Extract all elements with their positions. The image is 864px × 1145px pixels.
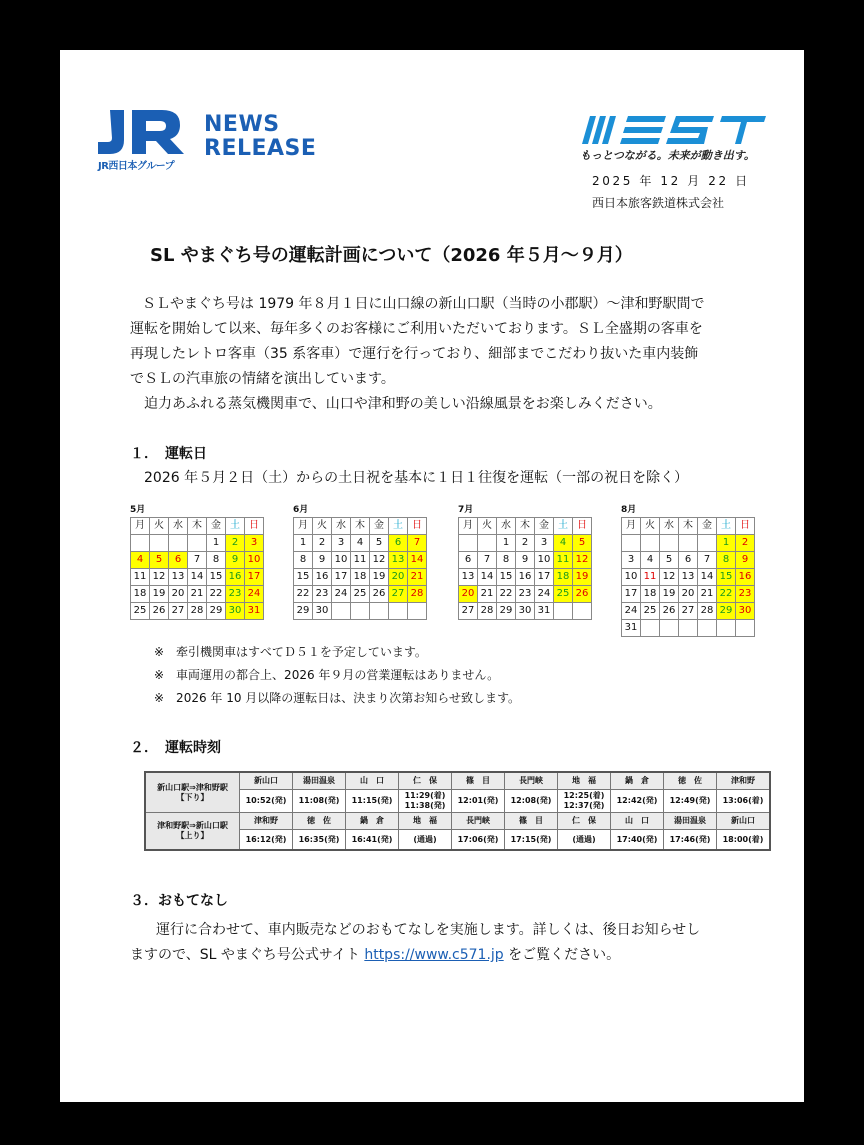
calendar-day [351,603,370,620]
time-cell [452,830,505,851]
calendar-day: 18 [351,569,370,586]
time-value: 11:08(発) [298,796,340,805]
time-cell [717,830,771,851]
calendar-day: 17 [535,569,554,586]
calendar-day: 6 [169,552,188,569]
weekday-header: 木 [679,518,698,535]
calendar-day [150,535,169,552]
calendar-day: 10 [332,552,351,569]
calendar-day [459,535,478,552]
section-1-heading: １． 運転日 [130,446,207,462]
calendar-day: 28 [698,603,717,620]
time-value: 11:29(着) [404,791,446,800]
direction-label-down [145,772,240,813]
time-value: 11:15(発) [351,796,393,805]
calendar-day: 14 [408,552,427,569]
station-name: 湯田温泉 [664,813,717,830]
calendar-day: 26 [660,603,679,620]
calendar-day: 17 [622,586,641,603]
calendar-day: 29 [207,603,226,620]
calendar-day: 5 [370,535,389,552]
calendar-day: 13 [169,569,188,586]
time-cell [505,790,558,813]
station-name: 津和野 [240,813,293,830]
weekday-header: 水 [660,518,679,535]
calendar-day: 14 [698,569,717,586]
time-value: 17:15(発) [510,834,552,844]
calendar-day [573,603,592,620]
time-value: 10:52(発) [245,796,287,805]
calendar-day: 20 [169,586,188,603]
calendar-day: 25 [131,603,150,620]
weekday-header: 金 [535,518,554,535]
calendar-day: 14 [188,569,207,586]
calendar-day: 20 [389,569,408,586]
west-logo-icon [582,116,772,146]
calendar-day: 31 [622,620,641,637]
calendar-day: 11 [131,569,150,586]
calendar-day [679,620,698,637]
calendar-day: 23 [226,586,245,603]
west-tagline: もっとつながる。未来が動き出す。 [580,149,755,162]
calendar-day: 1 [294,535,313,552]
calendar-day: 24 [535,586,554,603]
station-name: 新山口 [240,772,293,790]
calendar-day [169,535,188,552]
calendar-day [131,535,150,552]
direction-label-up [145,813,240,851]
station-name: 長門峡 [452,813,505,830]
calendar-day: 11 [554,552,573,569]
time-value: 17:40(発) [616,834,658,844]
calendar-day: 22 [717,586,736,603]
note-3: ※ 2026 年 10 月以降の運転日は、決まり次第お知らせ致します。 [154,691,520,705]
time-cell [611,790,664,813]
calendar-table [130,517,264,620]
calendar-day: 13 [389,552,408,569]
calendar-day: 23 [736,586,755,603]
weekday-header: 木 [351,518,370,535]
calendar-month-label: 6月 [293,505,309,515]
calendar-day: 3 [245,535,264,552]
weekday-header: 水 [169,518,188,535]
weekday-header: 土 [226,518,245,535]
calendar-month-3 [458,504,592,620]
calendar-day: 11 [351,552,370,569]
calendar-day: 27 [459,603,478,620]
calendar-day: 9 [516,552,535,569]
note-2: ※ 車両運用の都合上、2026 年９月の営業運転はありません。 [154,668,500,682]
calendar-day: 10 [622,569,641,586]
intro-line-1: ＳＬやまぐち号は 1979 年８月１日に山口線の新山口駅（当時の小郡駅）～津和野駅間で [142,296,705,312]
calendar-day [622,535,641,552]
calendar-day: 26 [370,586,389,603]
time-value: 12:08(発) [510,796,552,805]
calendar-day: 18 [131,586,150,603]
station-name: 篠 目 [452,772,505,790]
calendar-month-4 [621,504,755,637]
calendar-day: 8 [294,552,313,569]
release-label: RELEASE [204,136,317,161]
calendar-day: 30 [313,603,332,620]
calendar-day [408,603,427,620]
calendar-day: 20 [679,586,698,603]
station-name: 篠 目 [505,813,558,830]
calendar-day: 17 [332,569,351,586]
weekday-header: 木 [188,518,207,535]
time-cell [505,830,558,851]
calendar-day: 27 [169,603,188,620]
calendar-day: 2 [516,535,535,552]
time-value: 18:00(着) [722,834,764,844]
section-1-text: 2026 年５月２日（土）からの土日祝を基本に１日１往復を運転（一部の祝日を除く） [144,470,689,486]
time-cell [558,790,611,813]
calendar-day: 26 [573,586,592,603]
calendar-day: 4 [131,552,150,569]
calendar-day: 15 [497,569,516,586]
calendar-day: 8 [717,552,736,569]
calendar-day: 27 [389,586,408,603]
calendar-day [679,535,698,552]
weekday-header: 木 [516,518,535,535]
station-name: 山 口 [346,772,399,790]
calendar-day: 8 [207,552,226,569]
calendar-day [660,620,679,637]
calendar-day: 26 [150,603,169,620]
official-site-link[interactable]: https://www.c571.jp [364,947,504,963]
calendar-day: 28 [478,603,497,620]
company-name: 西日本旅客鉄道株式会社 [592,196,725,210]
weekday-header: 金 [207,518,226,535]
calendar-day: 15 [717,569,736,586]
time-value: 13:06(着) [722,796,764,805]
calendar-month-1 [130,504,264,620]
page-title: SL やまぐち号の運転計画について（2026 年５月～９月） [150,245,633,266]
station-name: 湯田温泉 [293,772,346,790]
intro-line-4: でＳＬの汽車旅の情緒を演出しています。 [130,371,395,387]
document-page [60,50,804,1102]
calendar-day: 25 [351,586,370,603]
calendar-day: 19 [150,586,169,603]
calendar-day [698,620,717,637]
weekday-header: 金 [370,518,389,535]
section-2-heading: ２． 運転時刻 [130,740,221,756]
weekday-header: 日 [573,518,592,535]
calendar-day [641,535,660,552]
calendar-day: 2 [313,535,332,552]
weekday-header: 日 [408,518,427,535]
weekday-header: 火 [313,518,332,535]
calendar-day: 29 [717,603,736,620]
calendar-day: 9 [736,552,755,569]
calendar-day: 4 [351,535,370,552]
release-date: 2025 年 12 月 22 日 [592,174,750,188]
weekday-header: 水 [332,518,351,535]
calendar-day: 28 [188,603,207,620]
weekday-header: 月 [622,518,641,535]
intro-line-3: 再現したレトロ客車（35 系客車）で運行を行っており、細部までこだわり抜いた車内装飾 [130,346,699,362]
time-value: 12:37(発) [563,801,605,810]
calendar-day: 17 [245,569,264,586]
weekday-header: 日 [736,518,755,535]
calendar-day: 21 [408,569,427,586]
calendar-day [370,603,389,620]
jr-logo-icon [96,108,188,156]
intro-line-5: 迫力あふれる蒸気機関車で、山口や津和野の美しい沿線風景をお楽しみください。 [144,396,662,412]
direction-name: 【下り】 [176,792,209,802]
calendar-month-2 [293,504,427,620]
time-value: 17:46(発) [669,834,711,844]
calendar-day: 31 [535,603,554,620]
schedule-table [144,771,771,851]
section-3-line-2-pre: ますので、SL やまぐち号公式サイト [130,947,365,963]
calendar-day: 16 [226,569,245,586]
calendar-table [458,517,592,620]
calendar-day: 2 [736,535,755,552]
station-name: 津和野 [717,772,771,790]
calendar-day: 16 [736,569,755,586]
time-cell [558,830,611,851]
weekday-header: 土 [389,518,408,535]
calendar-day: 22 [497,586,516,603]
calendar-day: 29 [294,603,313,620]
calendar-day: 29 [497,603,516,620]
calendar-day: 20 [459,586,478,603]
calendar-day: 11 [641,569,660,586]
calendar-table [621,517,755,637]
section-3-line-2 [130,943,620,967]
time-value: 16:12(発) [245,834,287,844]
calendar-day: 24 [332,586,351,603]
calendar-day: 7 [408,535,427,552]
jr-group-label: JR西日本グループ [98,161,175,172]
calendar-day: 18 [641,586,660,603]
calendar-day: 12 [660,569,679,586]
time-cell [611,830,664,851]
calendar-day: 6 [459,552,478,569]
calendar-day: 1 [497,535,516,552]
calendar-day: 7 [478,552,497,569]
calendar-day: 6 [679,552,698,569]
calendar-day: 7 [188,552,207,569]
time-cell [293,830,346,851]
calendar-day: 8 [497,552,516,569]
calendar-day: 13 [459,569,478,586]
calendar-day: 3 [622,552,641,569]
station-name: 長門峡 [505,772,558,790]
calendar-day [332,603,351,620]
calendar-day: 23 [313,586,332,603]
direction-name: 【上り】 [176,831,209,840]
calendar-day [717,620,736,637]
calendar-day: 22 [207,586,226,603]
time-cell [346,790,399,813]
time-cell [346,830,399,851]
station-name: 鍋 倉 [611,772,664,790]
weekday-header: 日 [245,518,264,535]
weekday-header: 水 [497,518,516,535]
calendar-day: 5 [150,552,169,569]
time-value: 16:41(発) [351,834,393,844]
time-value: 12:42(発) [616,796,658,805]
time-cell [664,790,717,813]
calendar-day: 19 [660,586,679,603]
station-name: 徳 佐 [664,772,717,790]
section-3-line-1: 運行に合わせて、車内販売などのおもてなしを実施します。詳しくは、後日お知らせし [156,922,701,938]
calendar-day: 30 [226,603,245,620]
calendar-day: 30 [736,603,755,620]
calendar-day: 30 [516,603,535,620]
calendar-day: 14 [478,569,497,586]
calendar-day: 12 [370,552,389,569]
station-name: 徳 佐 [293,813,346,830]
weekday-header: 月 [131,518,150,535]
station-name: 山 口 [611,813,664,830]
calendar-day [478,535,497,552]
calendar-day: 15 [207,569,226,586]
weekday-header: 火 [641,518,660,535]
time-cell [399,830,452,851]
time-value: (通過) [572,834,596,844]
time-cell [293,790,346,813]
calendar-day: 7 [698,552,717,569]
time-value: 12:49(発) [669,796,711,805]
calendar-day [188,535,207,552]
calendar-day: 3 [332,535,351,552]
calendar-day [554,603,573,620]
calendar-day: 10 [535,552,554,569]
calendar-day: 25 [554,586,573,603]
calendar-day: 13 [679,569,698,586]
calendar-day: 28 [408,586,427,603]
news-label: NEWS [204,112,280,137]
time-cell [664,830,717,851]
calendar-day: 12 [150,569,169,586]
section-3-heading: ３．おもてなし [130,893,228,909]
weekday-header: 月 [459,518,478,535]
calendar-day: 16 [516,569,535,586]
calendar-day: 27 [679,603,698,620]
calendar-day: 9 [313,552,332,569]
calendar-day: 19 [370,569,389,586]
calendar-day: 4 [641,552,660,569]
station-name: 鍋 倉 [346,813,399,830]
direction-route: 津和野駅⇒新山口駅 [157,821,228,830]
section-3-line-2-post: をご覧ください。 [503,947,621,963]
calendar-day: 21 [698,586,717,603]
calendar-day: 4 [554,535,573,552]
intro-line-2: 運転を開始して以来、毎年多くのお客様にご利用いただいております。ＳＬ全盛期の客車を [130,321,703,337]
time-value: (通過) [413,834,437,844]
calendar-day: 1 [207,535,226,552]
time-value: 11:38(発) [404,801,446,810]
calendar-day [641,620,660,637]
calendar-day: 5 [660,552,679,569]
weekday-header: 火 [478,518,497,535]
time-value: 12:01(発) [457,796,499,805]
calendar-table [293,517,427,620]
weekday-header: 火 [150,518,169,535]
calendar-day: 31 [245,603,264,620]
time-cell [240,830,293,851]
calendar-day: 24 [622,603,641,620]
note-1: ※ 牽引機関車はすべてＤ５１を予定しています。 [154,645,427,659]
weekday-header: 土 [717,518,736,535]
calendar-month-label: 5月 [130,505,146,515]
time-cell [399,790,452,813]
time-value: 16:35(発) [298,834,340,844]
calendar-day: 10 [245,552,264,569]
calendar-day [736,620,755,637]
calendar-day: 12 [573,552,592,569]
time-cell [717,790,771,813]
calendar-day: 15 [294,569,313,586]
calendar-day: 21 [188,586,207,603]
calendar-day: 18 [554,569,573,586]
calendar-day: 9 [226,552,245,569]
time-cell [240,790,293,813]
calendar-day: 22 [294,586,313,603]
station-name: 地 福 [558,772,611,790]
station-name: 仁 保 [558,813,611,830]
calendar-month-label: 8月 [621,505,637,515]
calendar-day: 16 [313,569,332,586]
calendar-day: 5 [573,535,592,552]
calendar-day: 1 [717,535,736,552]
calendar-day: 19 [573,569,592,586]
direction-route: 新山口駅⇒津和野駅 [157,782,228,792]
calendar-day: 6 [389,535,408,552]
calendar-day [389,603,408,620]
calendar-day [698,535,717,552]
weekday-header: 金 [698,518,717,535]
station-name: 仁 保 [399,772,452,790]
time-cell [452,790,505,813]
calendar-day: 24 [245,586,264,603]
weekday-header: 月 [294,518,313,535]
weekday-header: 土 [554,518,573,535]
time-value: 17:06(発) [457,834,499,844]
time-value: 12:25(着) [563,791,605,800]
calendar-day: 3 [535,535,554,552]
station-name: 地 福 [399,813,452,830]
calendar-day: 23 [516,586,535,603]
calendar-day: 25 [641,603,660,620]
station-name: 新山口 [717,813,771,830]
calendar-day: 2 [226,535,245,552]
calendar-day: 21 [478,586,497,603]
calendar-month-label: 7月 [458,505,474,515]
calendar-day [660,535,679,552]
